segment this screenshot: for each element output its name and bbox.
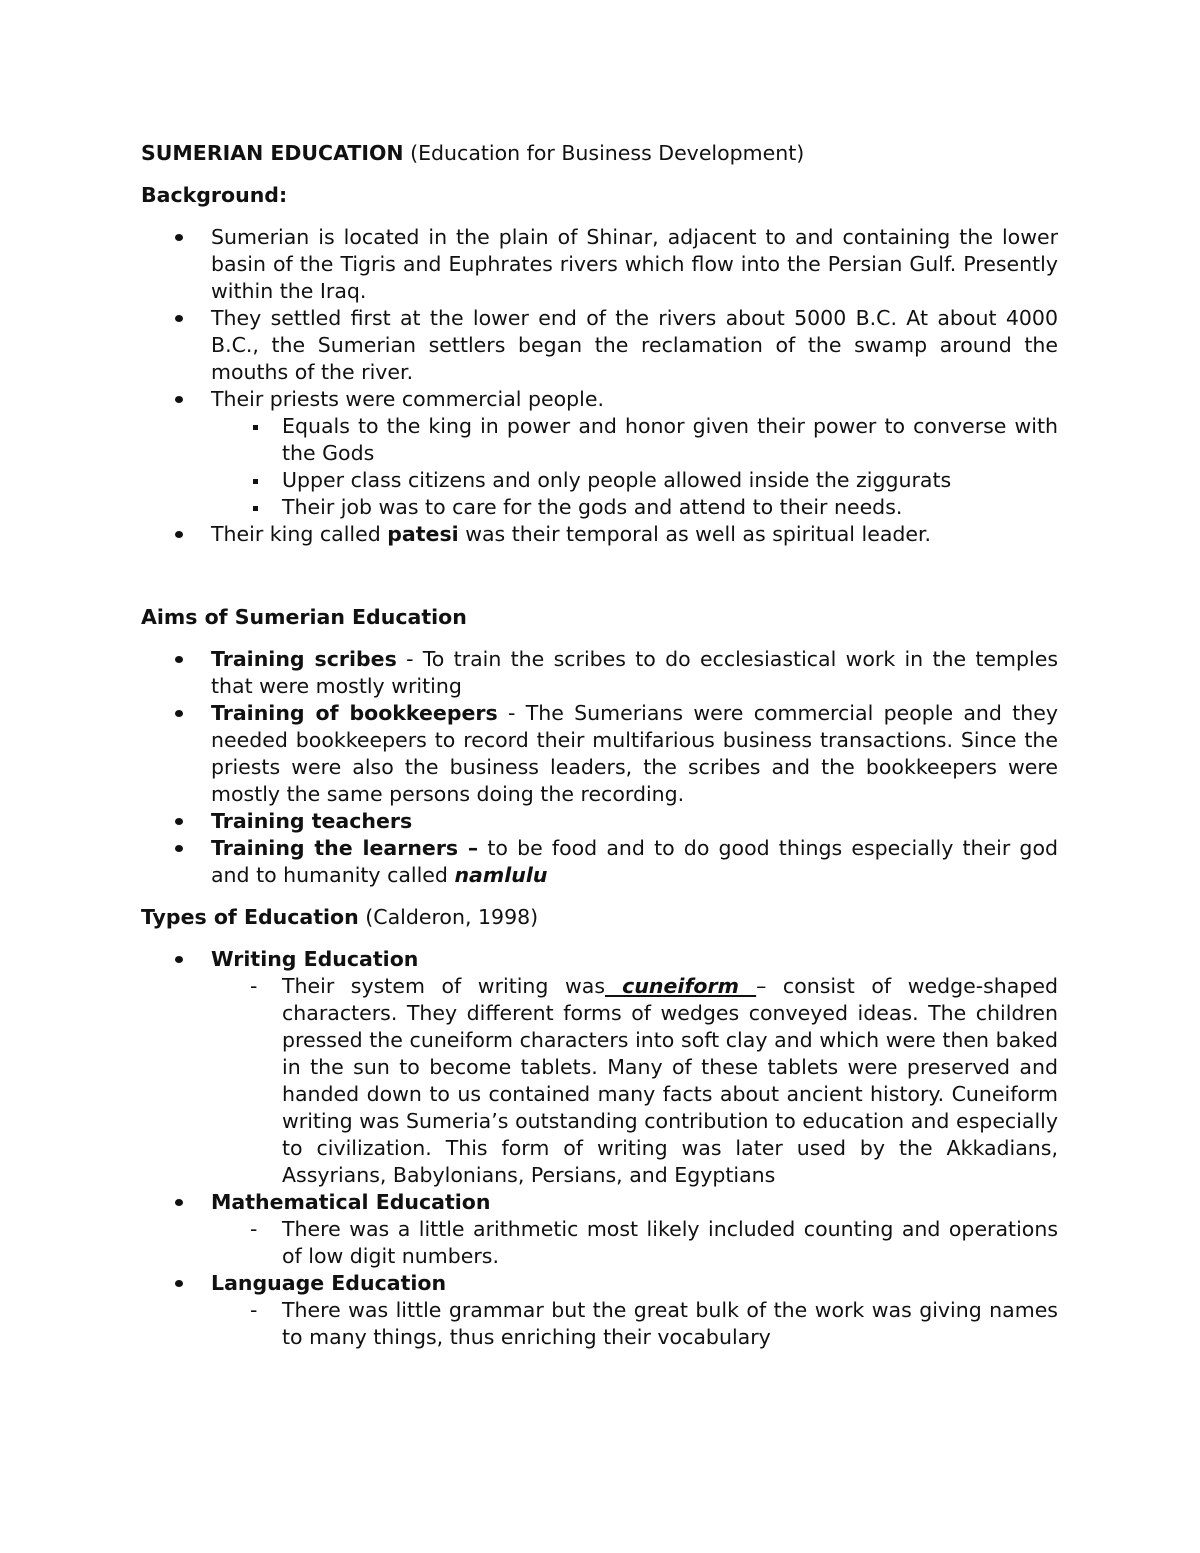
- title-main: SUMERIAN EDUCATION: [141, 141, 404, 165]
- aim-term: Training the learners –: [211, 836, 479, 860]
- list-item: Training scribes - To train the scribes to do ecclesiastical work in the temples that were mostly writing: [141, 646, 1058, 700]
- sub-list-item: Their job was to care for the gods and attend to their needs.: [141, 494, 1058, 521]
- sub-list-item: - There was a little arithmetic most likely included counting and operations of low digit numbers.: [141, 1216, 1058, 1270]
- list-item: Sumerian is located in the plain of Shinar, adjacent to and containing the lower basin of the Tigris and Euphrates rivers which flow into the Persian Gulf. Presently within the Iraq.: [141, 224, 1058, 305]
- aim-term: Training scribes: [211, 647, 397, 671]
- sub-list-item: - Their system of writing was cuneiform – consist of wedge-shaped characters. They different forms of wedges conveyed ideas. The children pressed the cuneiform characters into soft clay and which were then baked in the sun to become tablets. Many of these tablets were preserved and handed down to us contained many facts about ancient history. Cuneiform writing was Sumeria’s outstanding contribution to education and especially to civilization. This form of writing was later used by the Akkadians, Assyrians, Babylonians, Persians, and Egyptians: [141, 973, 1058, 1189]
- aim-term: Training of bookkeepers: [211, 701, 498, 725]
- types-list: [141, 946, 1058, 1351]
- list-item: Their priests were commercial people.: [141, 386, 1058, 413]
- aims-list: [141, 646, 1058, 889]
- types-citation: (Calderon, 1998): [358, 905, 539, 929]
- aims-heading: Aims of Sumerian Education: [141, 605, 467, 629]
- list-item: [141, 808, 1058, 835]
- list-item: Writing Education: [141, 946, 1058, 973]
- cuneiform-term: cuneiform: [605, 974, 757, 998]
- title-subtitle: (Education for Business Development): [403, 141, 805, 165]
- list-item: Language Education: [141, 1270, 1058, 1297]
- namlulu-term: namlulu: [454, 863, 548, 887]
- list-item: Training of bookkeepers - The Sumerians were commercial people and they needed bookkeepers to record their multifarious business transactions. Since the priests were also the business leaders, the scribes and the bookkeepers were mostly the same persons doing the recording.: [141, 700, 1058, 808]
- list-item: They settled first at the lower end of the rivers about 5000 B.C. At about 4000 B.C., the Sumerian settlers began the reclamation of the swamp around the mouths of the river.: [141, 305, 1058, 386]
- background-list: [141, 224, 1058, 548]
- types-heading: Types of Education (Calderon, 1998): [141, 905, 539, 929]
- sub-list-item: Upper class citizens and only people allowed inside the ziggurats: [141, 467, 1058, 494]
- list-item-king: Their king called patesi was their temporal as well as spiritual leader.: [141, 521, 1058, 548]
- document-page: [141, 140, 1058, 1351]
- list-item: Training the learners – to be food and to do good things especially their god and to humanity called namlulu: [141, 835, 1058, 889]
- aim-term: Training teachers: [211, 809, 413, 833]
- list-item: Mathematical Education: [141, 1189, 1058, 1216]
- patesi-term: patesi: [387, 522, 459, 546]
- background-heading: Background:: [141, 183, 288, 207]
- sub-list-item: Equals to the king in power and honor given their power to converse with the Gods: [141, 413, 1058, 467]
- document-title: [141, 140, 1058, 167]
- sub-list-item: - There was little grammar but the great bulk of the work was giving names to many things, thus enriching their vocabulary: [141, 1297, 1058, 1351]
